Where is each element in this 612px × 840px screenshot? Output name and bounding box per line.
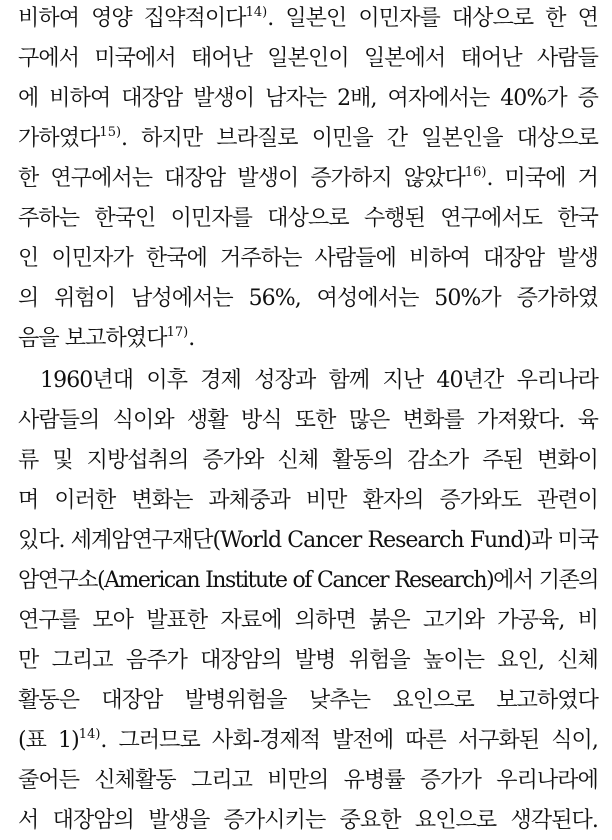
text-line: 1960년대 이후 경제 성장과 함께 지난 40년간 우리나라: [40, 368, 598, 393]
text-line: (표 1)$^{14)}$. 그러므로 사회-경제적 발전에 따른 서구화된 식이,: [18, 727, 598, 753]
text-line: 연구를 모아 발표한 자료에 의하면 붉은 고기와 가공육, 비: [18, 608, 598, 633]
text-line: 구에서 미국에서 태어난 일본인이 일본에서 태어난 사람들: [18, 46, 598, 71]
text-line: 주하는 한국인 이민자를 대상으로 수행된 연구에서도 한국: [18, 206, 598, 231]
text-line: 서 대장암의 발생을 증가시키는 중요한 요인으로 생각된다.: [18, 808, 598, 833]
text-line: 비하여 영양 집약적이다$^{14)}$. 일본인 이민자를 대상으로 한 연: [18, 5, 598, 31]
text-line: 에 비하여 대장암 발생이 남자는 2배, 여자에서는 40%가 증: [18, 86, 598, 111]
text-line: 의 위험이 남성에서는 56%, 여성에서는 50%가 증가하였: [18, 286, 598, 311]
citation: 16): [464, 165, 487, 180]
text-line: 가하였다$^{15)}$. 하지만 브라질로 이민을 간 일본인을 대상으로: [18, 125, 598, 151]
text-line: 활동은 대장암 발병위험을 낮추는 요인으로 보고하였다: [18, 688, 598, 713]
text-line: 음을 보고하였다$^{17)}$.: [18, 325, 195, 351]
text-line: 암연구소(American Institute of Cancer Research)에서 기존의: [18, 568, 598, 593]
citation: 17): [166, 325, 189, 340]
citation: 15): [99, 125, 122, 140]
text-line: 류 및 지방섭취의 증가와 신체 활동의 감소가 주된 변화이: [18, 448, 598, 473]
text-line: 줄어든 신체활동 그리고 비만의 유병률 증가가 우리나라에: [18, 768, 598, 793]
text-line: 있다. 세계암연구재단(World Cancer Research Fund)과 미국: [18, 528, 598, 553]
citation: 14): [245, 5, 268, 20]
text-line: 인 이민자가 한국에 거주하는 사람들에 비하여 대장암 발생: [18, 246, 598, 271]
text-line: 한 연구에서는 대장암 발생이 증가하지 않았다$^{16)}$. 미국에 거: [18, 165, 598, 191]
text-line: 사람들의 식이와 생활 방식 또한 많은 변화를 가져왔다. 육: [18, 408, 598, 433]
text-line: 며 이러한 변화는 과체중과 비만 환자의 증가와도 관련이: [18, 488, 598, 513]
text-line: 만 그리고 음주가 대장암의 발병 위험을 높이는 요인, 신체: [18, 648, 598, 673]
citation: 14): [78, 727, 101, 742]
